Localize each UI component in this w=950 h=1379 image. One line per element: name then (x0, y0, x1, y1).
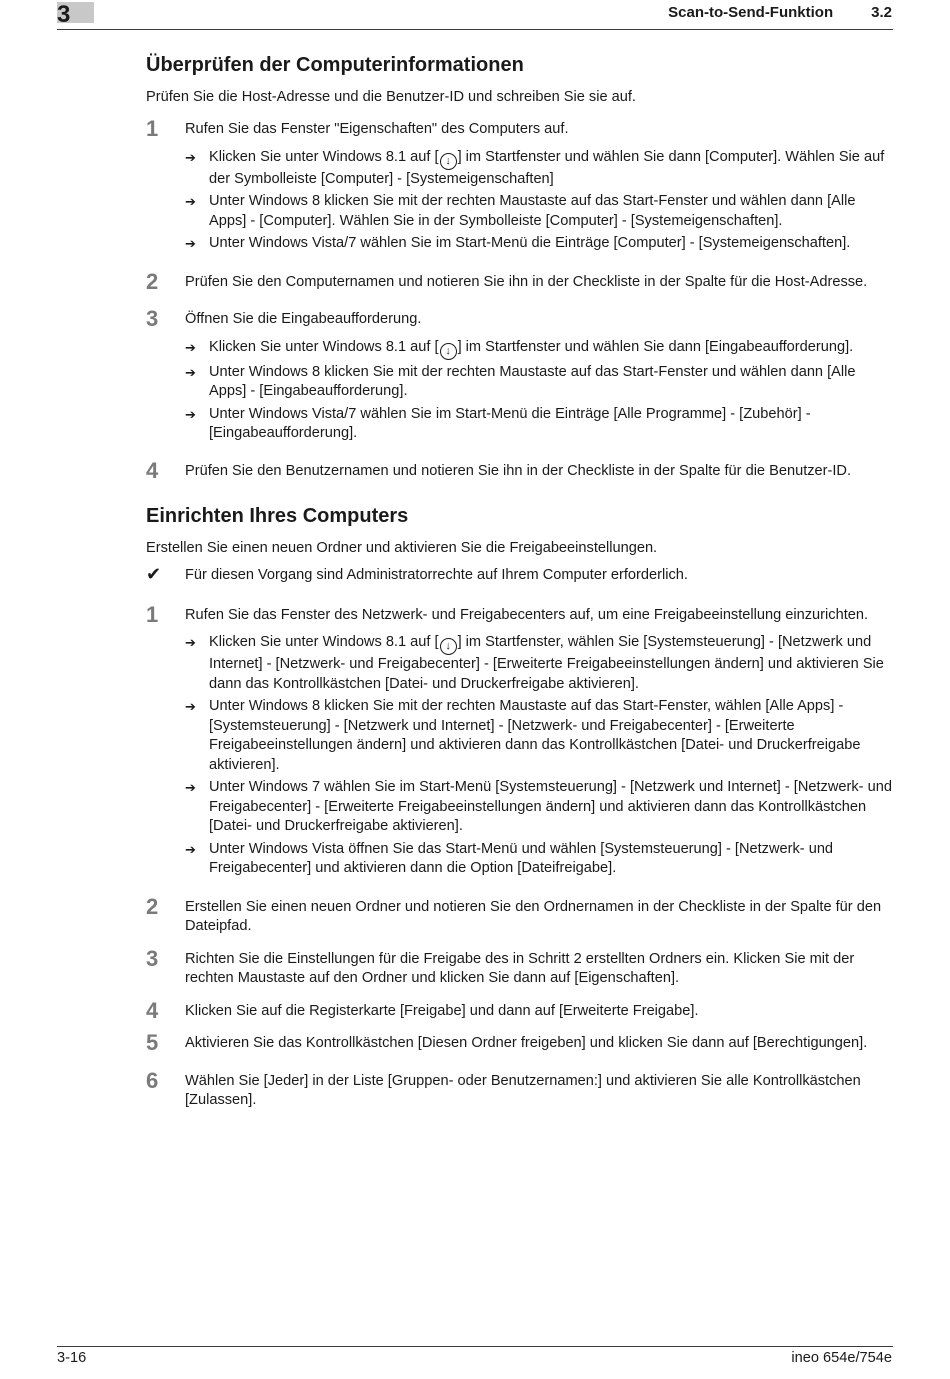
section-heading: Einrichten Ihres Computers (146, 505, 409, 527)
sub-step (185, 778, 893, 837)
sub-step-list (185, 338, 893, 444)
sub-step-text: Unter Windows 8 klicken Sie mit der rechten Maustaste auf das Start-Fenster, wählen [Alle Apps] - [Systemsteuerung] - [Netzwerk und Internet] - [Netzwerk- und Freigabecenter] - [Erweiterte Freigabeeinstellungen ändern] und aktivieren dann das Kontrollkästchen [Datei- und Druckerfreigabe aktivieren]. (209, 698, 861, 773)
sub-step-list (185, 148, 893, 254)
section-intro: Erstellen Sie einen neuen Ordner und aktivieren Sie die Freigabeeinstellungen. (146, 540, 658, 556)
section-2 (146, 503, 893, 1111)
sub-step-text-cont: ] im Startfenster und wählen Sie dann [Eingabeaufforderung]. (457, 338, 854, 355)
step-item (146, 268, 893, 294)
step-number: 2 (146, 893, 159, 919)
step-item (146, 116, 893, 254)
sub-step-text: Unter Windows Vista öffnen Sie das Start-Menü und wählen [Systemsteuerung] - [Netzwerk- und Freigabecenter] und aktivieren dann die Option [Dateifreigabe]. (209, 840, 834, 876)
arrow-icon: ➔ (185, 406, 196, 422)
step-number: 4 (146, 457, 159, 483)
sub-step (185, 405, 893, 444)
sub-step-text: Klicken Sie unter Windows 8.1 auf [ (209, 338, 439, 355)
sub-step (185, 697, 893, 775)
arrow-icon: ➔ (185, 194, 196, 209)
header-rule (57, 29, 893, 30)
prerequisite-note (146, 566, 893, 586)
step-item (146, 1067, 893, 1111)
section-number: 3.2 (871, 4, 892, 21)
arrow-icon: ➔ (185, 364, 196, 380)
sub-step-text: Unter Windows 7 wählen Sie im Start-Menü [Systemsteuerung] - [Netzwerk und Internet] - [Netzwerk- und Freigabecenter] - [Erweiterte Freigabeeinstellungen ändern] und aktivieren dann das Kontrollkästchen [Datei- und Druckerfreigabe aktivieren]. (209, 779, 892, 834)
step-item (146, 945, 893, 989)
sub-step (185, 338, 893, 360)
sub-step (185, 234, 893, 254)
section-heading: Überprüfen der Computerinformationen (146, 54, 524, 76)
arrow-icon: ➔ (185, 780, 196, 795)
section-1 (146, 52, 893, 481)
step-item (146, 1030, 893, 1055)
checkmark-icon: ✔ (146, 564, 162, 584)
step-item (146, 997, 893, 1023)
section-intro: Prüfen Sie die Host-Adresse und die Benutzer-ID und schreiben Sie sie auf. (146, 89, 636, 105)
step-text: Aktivieren Sie das Kontrollkästchen [Diesen Ordner freigeben] und klicken Sie dann auf [Berechtigungen]. (185, 1035, 868, 1051)
step-item (146, 457, 893, 483)
step-text: Erstellen Sie einen neuen Ordner und notieren Sie den Ordnernamen in der Checkliste in der Spalte für den Dateipfad. (185, 898, 882, 934)
step-number: 4 (146, 997, 159, 1023)
arrow-icon: ➔ (185, 841, 196, 857)
step-item (146, 893, 893, 937)
step-text: Klicken Sie auf die Registerkarte [Freigabe] und dann auf [Erweiterte Freigabe]. (185, 1002, 699, 1019)
step-item (146, 306, 893, 444)
step-number: 2 (146, 268, 159, 294)
step-number: 1 (146, 601, 159, 627)
page-content (146, 52, 893, 1111)
arrow-icon: ➔ (185, 149, 196, 165)
sub-step (185, 633, 893, 694)
start-download-icon: ↓ (440, 153, 457, 170)
arrow-icon: ➔ (185, 635, 196, 650)
section-title: Scan-to-Send-Funktion (668, 4, 834, 21)
step-text: Prüfen Sie den Benutzernamen und notieren Sie ihn in der Checkliste in der Spalte für die Benutzer-ID. (185, 462, 852, 479)
step-text: Wählen Sie [Jeder] in der Liste [Gruppen- oder Benutzernamen:] und aktivieren Sie alle Kontrollkästchen [Zulassen]. (185, 1072, 861, 1108)
step-item (146, 601, 893, 879)
sub-step-text: Klicken Sie unter Windows 8.1 auf [ (209, 634, 439, 650)
step-number: 1 (146, 116, 159, 141)
sub-step-text-cont: ] im Startfenster und wählen Sie dann [Computer]. Wählen Sie auf der Symbolleiste [Computer] - [Systemeigenschaften] (209, 148, 885, 187)
step-text: Rufen Sie das Fenster "Eigenschaften" des Computers auf. (185, 121, 569, 137)
sub-step-text: Unter Windows Vista/7 wählen Sie im Start-Menü die Einträge [Alle Programme] - [Zubehör] - [Eingabeaufforderung]. (209, 405, 811, 441)
sub-step-text: Unter Windows Vista/7 wählen Sie im Start-Menü die Einträge [Computer] - [Systemeigenschaften]. (209, 235, 851, 251)
step-text: Prüfen Sie den Computernamen und notieren Sie ihn in der Checkliste in der Spalte für die Host-Adresse. (185, 273, 868, 290)
chapter-number: 3 (57, 1, 71, 28)
step-number: 3 (146, 306, 159, 331)
sub-step (185, 192, 893, 231)
prerequisite-text: Für diesen Vorgang sind Administratorrechte auf Ihrem Computer erforderlich. (185, 567, 688, 583)
start-download-icon: ↓ (440, 343, 457, 360)
arrow-icon: ➔ (185, 699, 196, 714)
arrow-icon: ➔ (185, 339, 196, 355)
sub-step-text: Unter Windows 8 klicken Sie mit der rechten Maustaste auf das Start-Fenster und wählen dann [Alle Apps] - [Computer]. Wählen Sie in der Symbolleiste [Computer] - [Systemeigenschaften]. (209, 193, 856, 229)
footer-rule (57, 1346, 893, 1347)
sub-step (185, 840, 893, 879)
sub-step-text-cont: ] im Startfenster, wählen Sie [Systemsteuerung] - [Netzwerk und Internet] - [Netzwerk- und Freigabecenter] - [Erweiterte Freigabeeinstellungen ändern] und aktivieren Sie dann das Kontrollkästchen [Datei- und Druckerfreigabe aktivieren]. (209, 634, 884, 692)
running-header (668, 4, 892, 21)
step-number: 3 (146, 945, 159, 971)
page-number: 3-16 (57, 1350, 87, 1366)
step-text: Rufen Sie das Fenster des Netzwerk- und Freigabecenters auf, um eine Freigabeeinstellung einzurichten. (185, 606, 869, 623)
start-download-icon: ↓ (440, 638, 457, 655)
sub-step (185, 148, 893, 190)
sub-step-text: Klicken Sie unter Windows 8.1 auf [ (209, 148, 439, 165)
step-text: Richten Sie die Einstellungen für die Freigabe des in Schritt 2 erstellten Ordners ein. Klicken Sie mit der rechten Maustaste auf den Ordner und klicken Sie dann auf [Eigenschaften]. (185, 950, 855, 986)
product-name: ineo 654e/754e (791, 1350, 892, 1366)
step-number: 5 (146, 1030, 159, 1055)
sub-step-text: Unter Windows 8 klicken Sie mit der rechten Maustaste auf das Start-Fenster und wählen dann [Alle Apps] - [Eingabeaufforderung]. (209, 363, 856, 399)
sub-step (185, 363, 893, 402)
step-text: Öffnen Sie die Eingabeaufforderung. (185, 311, 422, 327)
sub-step-list (185, 633, 893, 879)
step-number: 6 (146, 1067, 159, 1093)
arrow-icon: ➔ (185, 236, 196, 251)
